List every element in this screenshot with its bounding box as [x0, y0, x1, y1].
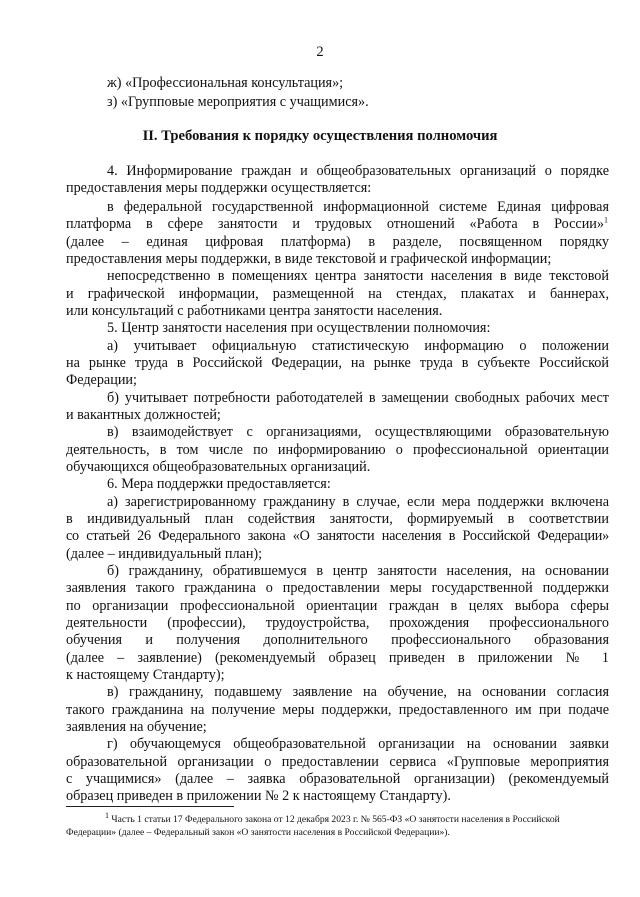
body-line: в) гражданину, подавшему заявление на обучение, на основании согласия	[107, 684, 609, 700]
body-line: (далее – заявление) (рекомендуемый образец приведен в приложении № 1	[66, 650, 609, 666]
body-line: предоставления меры поддержки, в виде текстовой и графической информации;	[66, 251, 552, 267]
body-line: заявления такого гражданина о предоставлении меры государственной поддержки	[66, 580, 609, 596]
footnote-line: Федерации» (далее – Федеральный закон «О занятости населения в Российской Федерации»).	[66, 827, 450, 838]
body-line: такого гражданина на получение меры поддержки, предоставленного им при подаче	[66, 702, 609, 718]
body-line: обучающихся общеобразовательных организаций.	[66, 459, 371, 475]
body-line: (далее – единая цифровая платформа) в разделе, посвященном порядку	[66, 234, 609, 250]
body-line: (далее – индивидуальный план);	[66, 546, 263, 562]
footnote-reference: 1	[604, 215, 608, 225]
body-line: заявления на обучение;	[66, 719, 207, 735]
body-line: деятельности (профессии), трудоустройства, прохождения профессионального	[66, 615, 609, 631]
body-line: деятельность, в том числе по информированию о профессиональной ориентации	[66, 442, 609, 458]
footnote-line	[105, 810, 560, 826]
body-line: а) зарегистрированному гражданину в случае, если мера поддержки включена	[107, 494, 609, 510]
body-line: образец приведен в приложении № 2 к настоящему Стандарту).	[66, 788, 451, 804]
body-line: со статьей 26 Федерального закона «О занятости населения в Российской Федерации»	[66, 528, 609, 544]
section-heading: II. Требования к порядку осуществления полномочия	[142, 128, 498, 144]
body-line: в федеральной государственной информационной системе Единая цифровая	[107, 199, 609, 215]
body-line-with-footnote	[66, 216, 609, 233]
list-item-zh: ж) «Профессиональная консультация»;	[107, 75, 344, 91]
body-line: 4. Информирование граждан и общеобразовательных организаций о порядке	[107, 163, 609, 179]
body-line: образовательной организации о предоставлении сервиса «Групповые мероприятия	[66, 754, 609, 770]
body-line: и вакантных должностей;	[66, 407, 221, 423]
body-line: в) взаимодействует с организациями, осуществляющими образовательную	[107, 424, 609, 440]
body-line: в индивидуальный план содействия занятости, формируемый в соответствии	[66, 511, 609, 527]
body-line: к настоящему Стандарту);	[66, 667, 225, 683]
body-line: г) обучающемуся общеобразовательной организации на основании заявки	[107, 736, 609, 752]
body-line: обучения и получения дополнительного профессионального образования	[66, 632, 609, 648]
body-line: предоставления меры поддержки осуществляется:	[66, 180, 372, 196]
footnote-marker: 1	[105, 810, 109, 820]
body-line: б) гражданину, обратившемуся в центр занятости населения, на основании	[107, 563, 609, 579]
body-line: по организации профессиональной ориентации граждан в целях выбора сферы	[66, 598, 609, 614]
body-line: 6. Мера поддержки предоставляется:	[107, 476, 331, 492]
body-line: 5. Центр занятости населения при осуществлении полномочия:	[107, 320, 491, 336]
body-line-text: платформа в сфере занятости и трудовых отношений «Работа в России»	[66, 216, 604, 232]
footnote-text: Часть 1 статьи 17 Федерального закона от 12 декабря 2023 г. № 565-ФЗ «О занятости населения в Российской	[111, 814, 560, 825]
body-line: или консультаций с работниками центра занятости населения.	[66, 303, 443, 319]
body-line: б) учитывает потребности работодателей в замещении свободных рабочих мест	[107, 390, 609, 406]
footnote-separator	[66, 806, 234, 807]
body-line: а) учитывает официальную статистическую информацию о положении	[107, 338, 609, 354]
body-line: и графической информации, размещенной на стендах, плакатах и баннерах,	[66, 286, 609, 302]
body-line: на рынке труда в Российской Федерации, на рынке труда в субъекте Российской	[66, 355, 609, 371]
body-line: с учащимися» (далее – заявка образовательной организации) (рекомендуемый	[66, 771, 609, 787]
page-number: 2	[316, 44, 324, 60]
body-line: Федерации;	[66, 372, 137, 388]
body-line: непосредственно в помещениях центра занятости населения в виде текстовой	[107, 268, 609, 284]
list-item-z: з) «Групповые мероприятия с учащимися».	[107, 94, 369, 110]
